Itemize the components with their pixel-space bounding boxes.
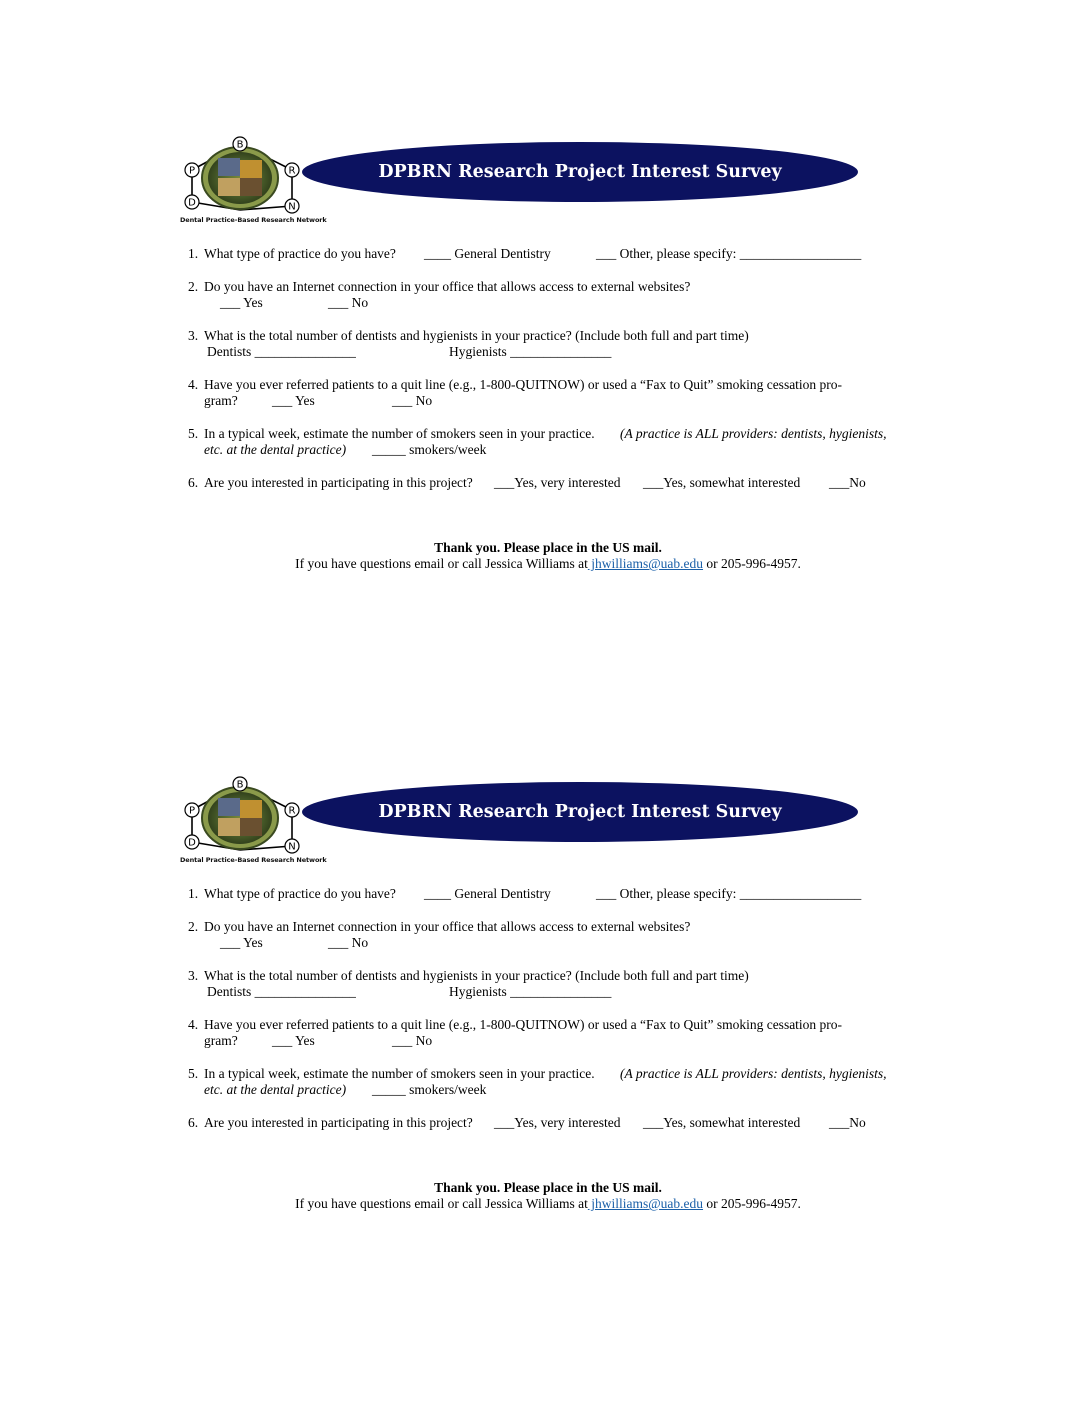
not-interested-option[interactable]: ___No	[829, 1115, 866, 1130]
logo-letter-n: N	[288, 201, 296, 213]
logo-letter-b: B	[236, 139, 244, 151]
question-4-text-cont: gram?	[204, 393, 238, 408]
dpbrn-logo	[178, 134, 306, 228]
contact-email-link[interactable]: jhwilliams@uab.edu	[587, 1196, 704, 1211]
logo-letter-r: R	[288, 165, 296, 177]
smokers-per-week-field[interactable]: _____ smokers/week	[372, 1082, 487, 1097]
dpbrn-logo	[178, 774, 306, 868]
internet-no-option[interactable]: ___ No	[328, 935, 369, 950]
question-2-text: Do you have an Internet connection in your office that allows access to external websites?	[204, 279, 691, 294]
question-4-text: Have you ever referred patients to a quit line (e.g., 1-800-QUITNOW) or used a “Fax to Quit” smoking cessation pro-	[204, 1017, 843, 1032]
question-5-note-cont: etc. at the dental practice)	[204, 1082, 347, 1097]
very-interested-option[interactable]: ___Yes, very interested	[494, 1115, 621, 1130]
question-2-text: Do you have an Internet connection in your office that allows access to external websites?	[204, 919, 691, 934]
logo-letter-r: R	[288, 805, 296, 817]
logo-letter-d: D	[188, 837, 196, 849]
thank-you-text: Thank you. Please place in the US mail.	[434, 1180, 662, 1195]
not-interested-option[interactable]: ___No	[829, 475, 866, 490]
contact-line	[0, 1196, 1088, 1212]
dentists-count-field[interactable]: Dentists _______________	[207, 984, 356, 999]
somewhat-interested-option[interactable]: ___Yes, somewhat interested	[643, 1115, 801, 1130]
internet-no-option[interactable]: ___ No	[328, 295, 369, 310]
survey-title: DPBRN Research Project Interest Survey	[378, 162, 782, 182]
smokers-per-week-field[interactable]: _____ smokers/week	[372, 442, 487, 457]
quitline-yes-option[interactable]: ___ Yes	[272, 1033, 315, 1048]
question-1-text: What type of practice do you have?	[204, 886, 396, 901]
dentists-count-field[interactable]: Dentists _______________	[207, 344, 356, 359]
survey-title: DPBRN Research Project Interest Survey	[378, 802, 782, 822]
thank-you-note	[0, 1180, 1088, 1196]
question-3-text: What is the total number of dentists and hygienists in your practice? (Include both full and part time)	[204, 968, 749, 983]
question-5-note: (A practice is ALL providers: dentists, hygienists,	[620, 1066, 887, 1081]
logo-letter-p: P	[188, 165, 196, 177]
survey-title-banner	[302, 142, 858, 202]
other-specify-option[interactable]: ___ Other, please specify: __________________	[596, 886, 862, 901]
survey-copy-1: B P R D N Dental Practice-Based Research Network DPBRN Research Project Interest Survey 1. What type of practice do you have? ____ General Dentistry ___ Other, please specify: __________________ 2. Do you have an Internet connection in your office that allows access to external websites? ___ Yes ___ No 3. What is the total number of dentists and hygienists in your practice? (Include both full and part time) Dentists _______________ Hygienists _______________ 4. Have you ever referred patients to a quit line (e.g., 1-800-QUITNOW) or used a “Fax to Quit” smoking cessation pro- gram? ___ Yes ___ No 5. In a typical week, estimate the number of smokers seen in your practice. (A practice is ALL providers: dentists, hygienists, etc. at the dental practice) _____ smokers/week 6. Are you interested in participating in this project? ___Yes, very interested ___Yes, somewhat interested ___No Thank you. Please place in the US mail. If you have questions email or call Jessica Williams at jhwilliams@uab.edu or 205-996-4957.	[0, 134, 1088, 594]
contact-email-link[interactable]: jhwilliams@uab.edu	[587, 556, 704, 571]
logo-letter-b: B	[236, 779, 244, 791]
quitline-no-option[interactable]: ___ No	[392, 1033, 433, 1048]
thank-you-note	[0, 540, 1088, 556]
question-5-text: In a typical week, estimate the number of smokers seen in your practice.	[204, 1066, 595, 1081]
contact-text: If you have questions email or call Jessica Williams at	[295, 556, 588, 571]
question-1-text: What type of practice do you have?	[204, 246, 396, 261]
contact-phone: or 205-996-4957.	[703, 1196, 801, 1211]
other-specify-option[interactable]: ___ Other, please specify: __________________	[596, 246, 862, 261]
general-dentistry-option[interactable]: ____ General Dentistry	[424, 886, 551, 901]
general-dentistry-option[interactable]: ____ General Dentistry	[424, 246, 551, 261]
question-5-note-cont: etc. at the dental practice)	[204, 442, 347, 457]
quitline-yes-option[interactable]: ___ Yes	[272, 393, 315, 408]
internet-yes-option[interactable]: ___ Yes	[220, 295, 263, 310]
question-5-text: In a typical week, estimate the number of smokers seen in your practice.	[204, 426, 595, 441]
hygienists-count-field[interactable]: Hygienists _______________	[449, 344, 612, 359]
question-4-text: Have you ever referred patients to a quit line (e.g., 1-800-QUITNOW) or used a “Fax to Quit” smoking cessation pro-	[204, 377, 843, 392]
logo-caption: Dental Practice-Based Research Network	[180, 856, 327, 864]
logo-caption: Dental Practice-Based Research Network	[180, 216, 327, 224]
question-6-text: Are you interested in participating in this project?	[204, 1115, 473, 1130]
thank-you-text: Thank you. Please place in the US mail.	[434, 540, 662, 555]
question-4-text-cont: gram?	[204, 1033, 238, 1048]
contact-text: If you have questions email or call Jessica Williams at	[295, 1196, 588, 1211]
somewhat-interested-option[interactable]: ___Yes, somewhat interested	[643, 475, 801, 490]
contact-line	[0, 556, 1088, 572]
survey-copy-2: B P R D N Dental Practice-Based Research Network DPBRN Research Project Interest Survey 1. What type of practice do you have? ____ General Dentistry ___ Other, please specify: __________________ 2. Do you have an Internet connection in your office that allows access to external websites? ___ Yes ___ No 3. What is the total number of dentists and hygienists in your practice? (Include both full and part time) Dentists _______________ Hygienists _______________ 4. Have you ever referred patients to a quit line (e.g., 1-800-QUITNOW) or used a “Fax to Quit” smoking cessation pro- gram? ___ Yes ___ No 5. In a typical week, estimate the number of smokers seen in your practice. (A practice is ALL providers: dentists, hygienists, etc. at the dental practice) _____ smokers/week 6. Are you interested in participating in this project? ___Yes, very interested ___Yes, somewhat interested ___No Thank you. Please place in the US mail. If you have questions email or call Jessica Williams at jhwilliams@uab.edu or 205-996-4957.	[0, 774, 1088, 1234]
very-interested-option[interactable]: ___Yes, very interested	[494, 475, 621, 490]
logo-letter-d: D	[188, 197, 196, 209]
quitline-no-option[interactable]: ___ No	[392, 393, 433, 408]
survey-title-banner	[302, 782, 858, 842]
logo-letter-p: P	[188, 805, 196, 817]
hygienists-count-field[interactable]: Hygienists _______________	[449, 984, 612, 999]
internet-yes-option[interactable]: ___ Yes	[220, 935, 263, 950]
question-5-note: (A practice is ALL providers: dentists, hygienists,	[620, 426, 887, 441]
contact-phone: or 205-996-4957.	[703, 556, 801, 571]
logo-letter-n: N	[288, 841, 296, 853]
question-6-text: Are you interested in participating in this project?	[204, 475, 473, 490]
question-3-text: What is the total number of dentists and hygienists in your practice? (Include both full and part time)	[204, 328, 749, 343]
